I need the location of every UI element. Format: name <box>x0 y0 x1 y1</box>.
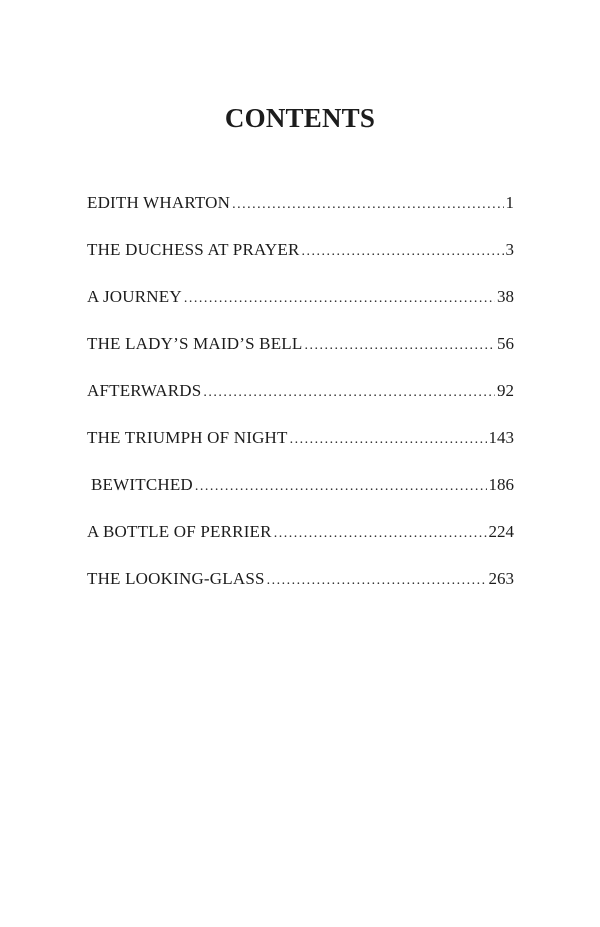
toc-entry-page-number: 1 <box>505 193 514 212</box>
toc-entry-page-number: 143 <box>488 428 514 447</box>
dot-leader <box>203 383 495 403</box>
toc-entry-looking-glass[interactable] <box>87 569 514 616</box>
toc-entry-page-number: 186 <box>488 475 514 494</box>
dot-leader <box>195 477 487 497</box>
toc-entry-title: THE LOOKING-GLASS <box>87 569 265 588</box>
toc-entry-page-number: 56 <box>497 334 514 353</box>
toc-entry-title: EDITH WHARTON <box>87 193 231 212</box>
toc-entry-page-number: 263 <box>488 569 514 588</box>
page-title: CONTENTS <box>224 103 376 133</box>
dot-leader <box>267 571 487 591</box>
toc-entry-title: BEWITCHED <box>91 475 193 494</box>
toc-entry-afterwards[interactable] <box>87 381 514 428</box>
toc-entry-duchess-at-prayer[interactable] <box>87 240 514 287</box>
dot-leader <box>290 430 487 450</box>
toc-entry-bottle-of-perrier[interactable] <box>87 522 514 569</box>
toc-entry-title: THE TRIUMPH OF NIGHT <box>87 428 288 447</box>
toc-entry-a-journey[interactable] <box>87 287 514 334</box>
toc-entry-title: A JOURNEY <box>87 287 182 306</box>
toc-entry-page-number: 38 <box>497 287 514 306</box>
toc-entry-page-number: 3 <box>505 240 514 259</box>
toc-entry-bewitched[interactable] <box>87 475 514 522</box>
toc-entry-page-number: 92 <box>497 381 514 400</box>
dot-leader <box>184 289 495 309</box>
toc-entry-triumph-of-night[interactable] <box>87 428 514 475</box>
dot-leader <box>302 242 504 262</box>
dot-leader <box>274 524 487 544</box>
toc-entry-edith-wharton[interactable] <box>87 193 514 240</box>
dot-leader <box>232 195 503 215</box>
toc-entry-title: A BOTTLE OF PERRIER <box>87 522 272 541</box>
toc-entry-ladys-maids-bell[interactable] <box>87 334 514 381</box>
toc-entry-title: THE LADY’S MAID’S BELL <box>87 334 303 353</box>
toc-entry-page-number: 224 <box>488 522 514 541</box>
table-of-contents <box>87 193 514 616</box>
toc-entry-title: AFTERWARDS <box>87 381 202 400</box>
toc-entry-title: THE DUCHESS AT PRAYER <box>87 240 300 259</box>
dot-leader <box>304 336 495 356</box>
